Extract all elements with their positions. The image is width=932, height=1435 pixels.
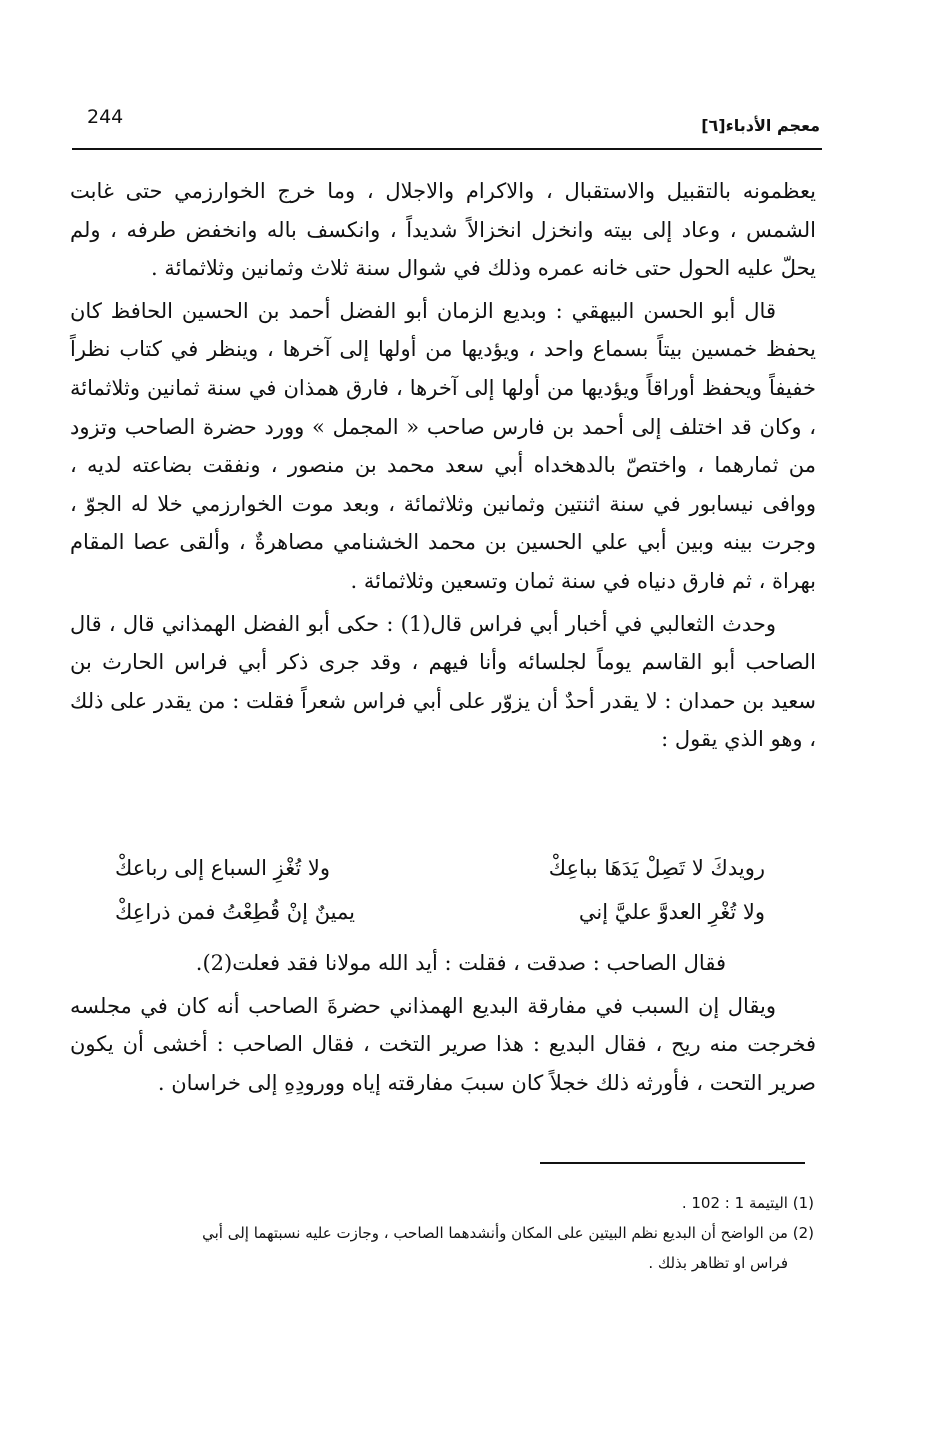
verse-line: [115, 846, 765, 890]
paragraph-2: قال أبو الحسن البيهقي : وبديع الزمان أبو الفضل أحمد بن الحسين الحافظ كان يحفظ خمسين بيتاً بسماع واحد ، ويؤديها من أولها إلى آخرها ، وينظر في كتاب نظراً خفيفاً ويحفظ أوراقاً ويؤديها من أولها إلى آخرها ، فارق همذان في سنة ثمانين وثلاثمائة ، وكان قد اختلف إلى أحمد بن فارس صاحب « المجمل » وورد حضرة الصاحب وتزود من ثمارهما ، واختصّ بالدهخداه أبي سعد محمد بن منصور ، ونفقت بضاعته لديه ، ووافى نيسابور في سنة اثنتين وثمانين وثلاثمائة ، وبعد موت الخوارزمي خلا له الجوّ ، وجرت بينه وبين أبي علي الحسين بن محمد الخشنامي مصاهرةٌ ، وألقى عصا المقام بهراة ، ثم فارق دنياه في سنة ثمان وتسعين وثلاثمائة .: [70, 298, 816, 593]
paragraph-3: وحدث الثعالبي في أخبار أبي فراس قال(1) : حكى أبو الفضل الهمذاني قال ، قال الصاحب أبو القاسم يوماً لجلسائه وأنا فيهم ، وقد جرى ذكر أبي فراس الحارث بن سعيد بن حمدان : لا يقدر أحدٌ أن يزوّر على أبي فراس شعراً فقلت : من يقدر على ذلك ، وهو الذي يقول :: [70, 611, 816, 752]
footnote-1: (1) اليتيمة 1 : 102 .: [681, 1194, 814, 1212]
verse-hemistich-first: ولا تُغْرِ العدوَّ عليَّ إني: [578, 900, 765, 924]
page-header: [72, 104, 822, 150]
footnote-2-continuation: فراس او تظاهر بذلك .: [648, 1254, 788, 1272]
paragraph-1: يعظمونه بالتقبيل والاستقبال ، والاكرام والاجلال ، وما خرج الخوارزمي حتى غابت الشمس ، وعاد إلى بيته وانخزل انخزالاً شديداً ، وانكسف باله وانخفض طرفه ، ولم يحلّ عليه الحول حتى خانه عمره وذلك في شوال سنة ثلاث وثمانين وثلاثمائة .: [70, 179, 816, 281]
verse-hemistich-first: رويدكَ لا تَصِلْ يَدَهَا بباعِكْ: [548, 856, 765, 880]
verse-line: [115, 890, 765, 934]
footnotes: [70, 1188, 814, 1278]
footnote-2: (2) من الواضح أن البديع نظم البيتين على المكان وأنشدهما الصاحب ، وجازت عليه نسبتهما إلى أبي: [202, 1224, 814, 1242]
main-text: [70, 172, 816, 763]
running-title: معجم الأدباء[٦]: [701, 116, 820, 135]
poem-verses: [115, 846, 765, 934]
paragraph-4: فقال الصاحب : صدقت ، فقلت : أيد الله مولانا فقد فعلت(2).: [195, 951, 726, 975]
verse-hemistich-second: يمينٌ إنْ قُطِعْتُ فمن ذراعِكْ: [115, 900, 356, 924]
page-number: 244: [87, 106, 124, 128]
footnote-divider: [540, 1162, 805, 1164]
verse-hemistich-second: ولا تُغْزِ السباع إلى رباعكْ: [115, 856, 330, 880]
paragraph-5: ويقال إن السبب في مفارقة البديع الهمذاني حضرةَ الصاحب أنه كان في مجلسه فخرجت منه ريح ، فقال البديع : هذا صرير التخت ، فقال الصاحب : أخشى أن يكون صرير التحت ، فأورثه ذلك خجلاً كان سببَ مفارقته إياه وورودِهِ إلى خراسان .: [70, 993, 816, 1095]
main-text-continued: [70, 944, 816, 1106]
